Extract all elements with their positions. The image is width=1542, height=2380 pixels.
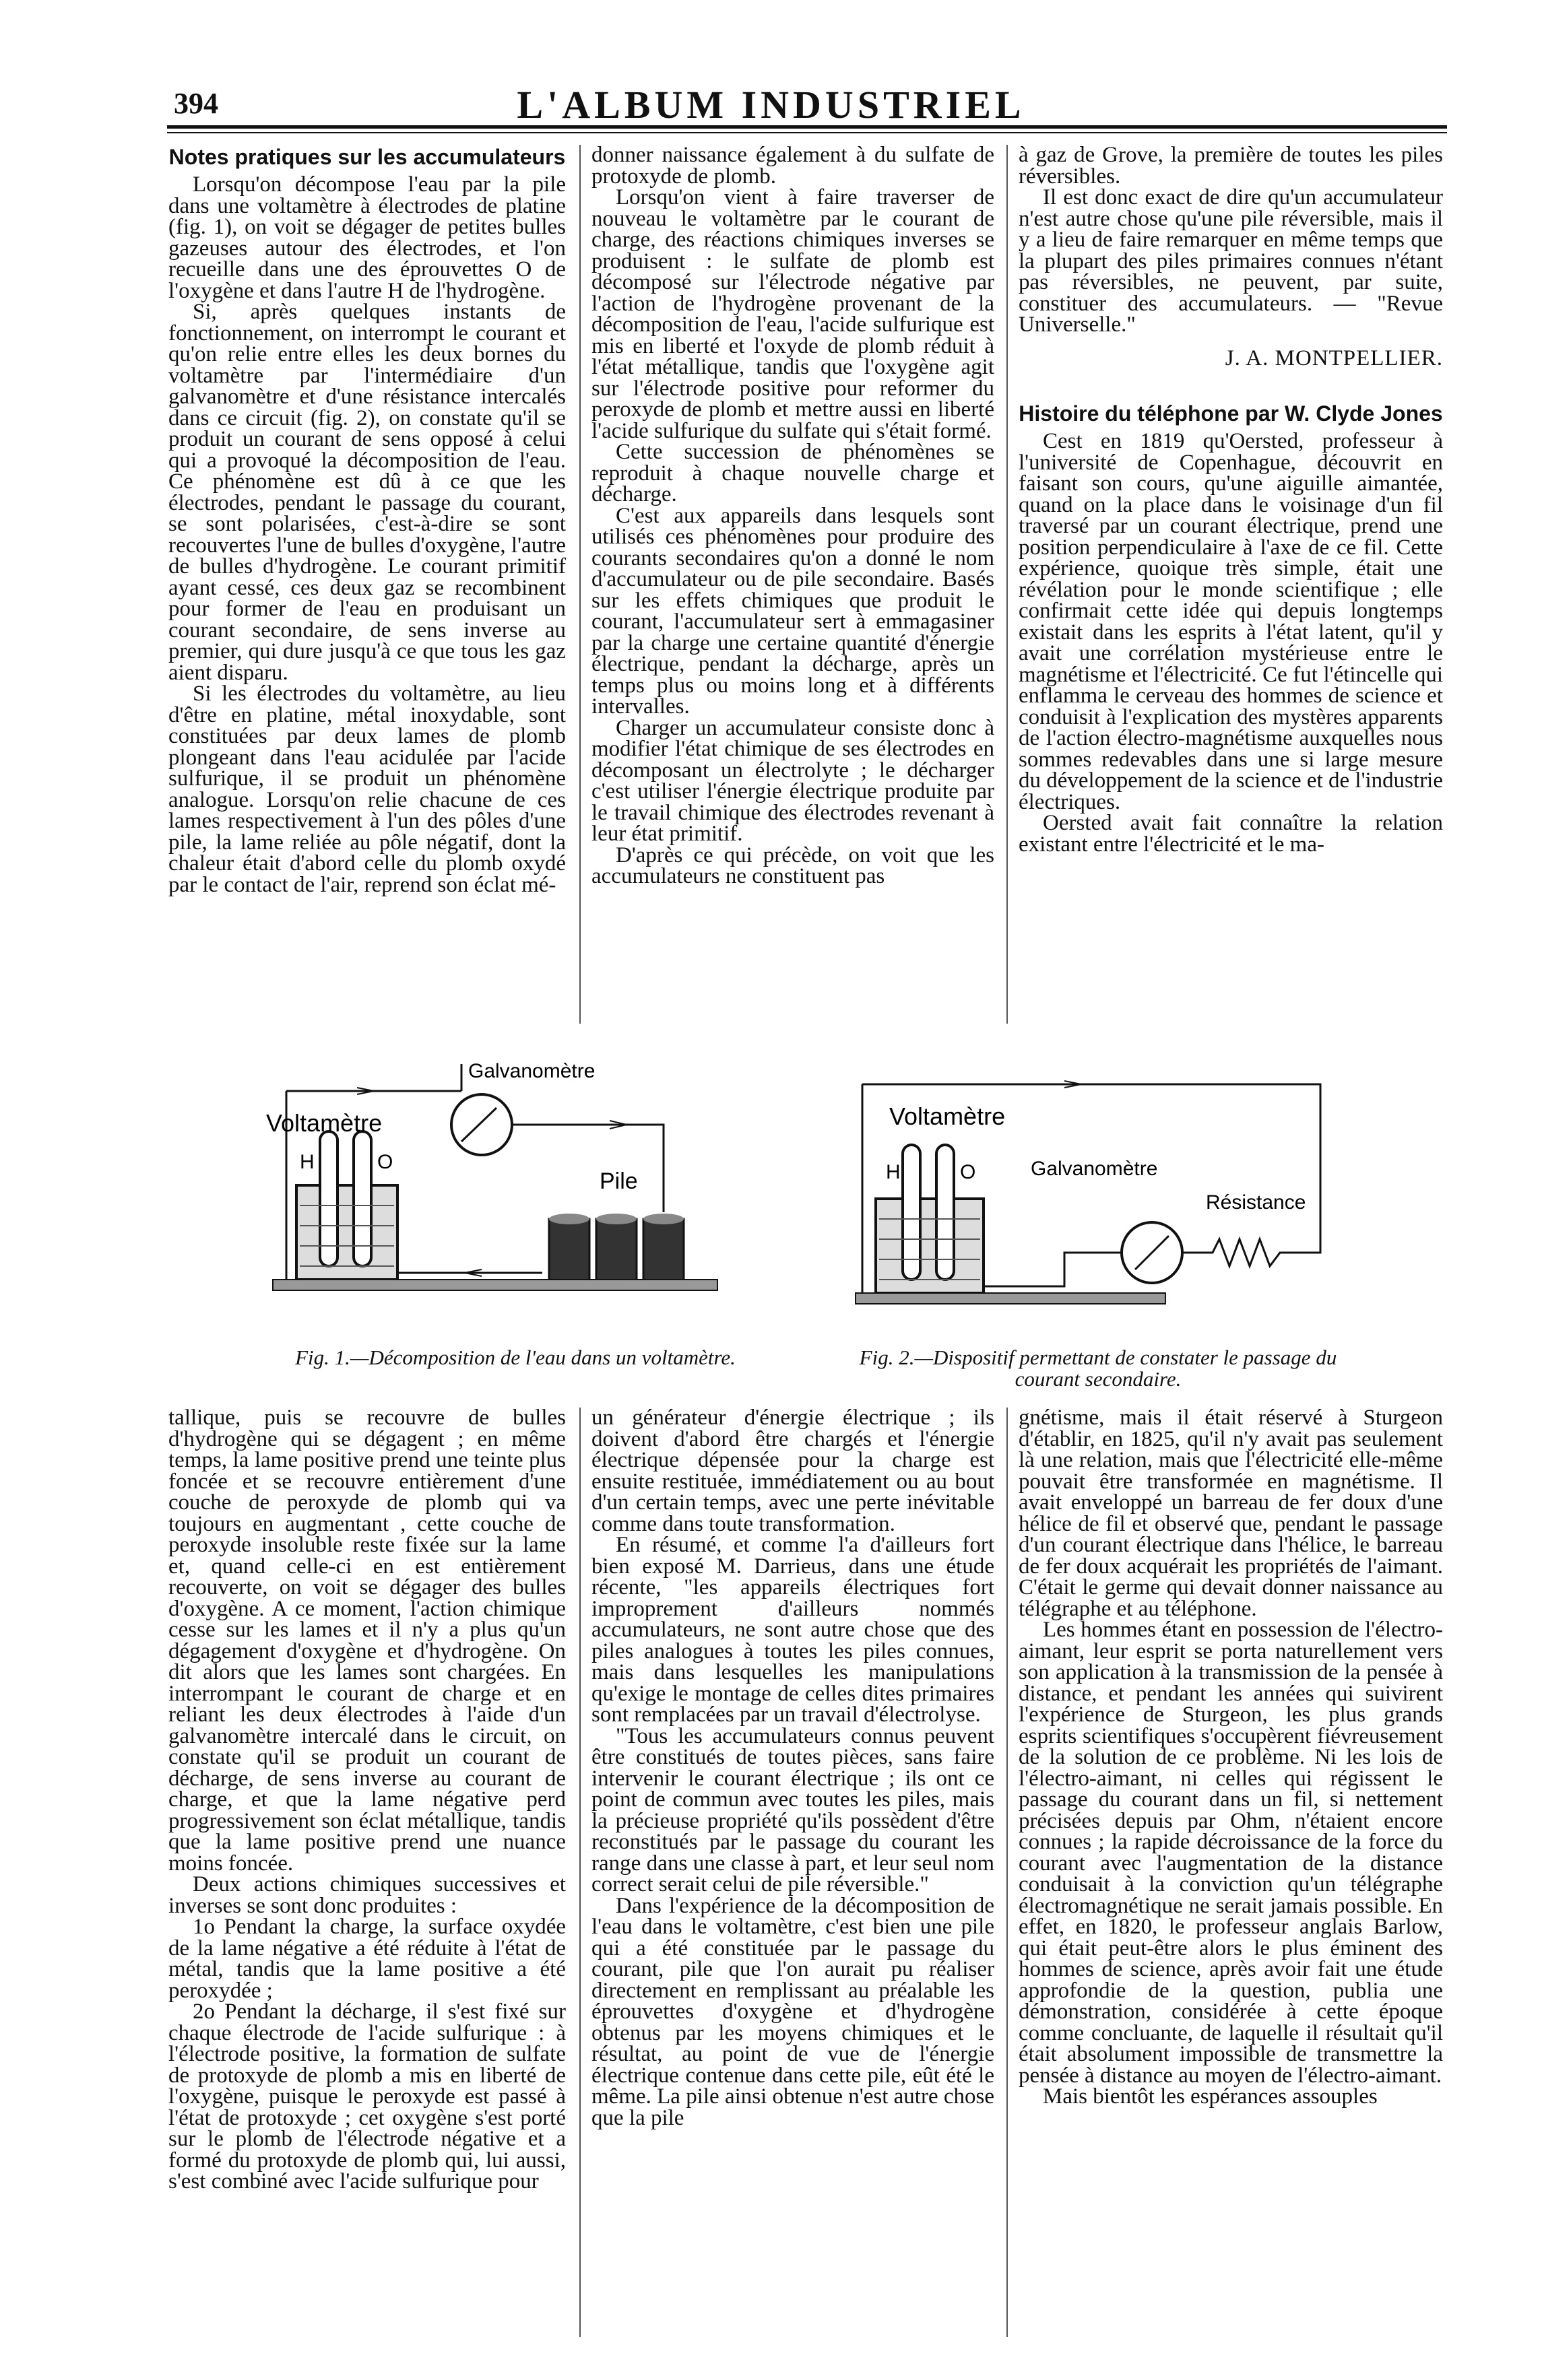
column-1-bottom [168, 1408, 566, 2193]
figure-1-diagram [259, 1051, 771, 1340]
column-divider [579, 145, 581, 1024]
column-divider [579, 1408, 581, 2337]
header-rule [167, 125, 1447, 129]
column-divider [1006, 145, 1008, 1024]
header-rule-thin [167, 132, 1447, 133]
column-2-top [591, 145, 994, 888]
running-header: L'ALBUM INDUSTRIEL [517, 83, 1025, 127]
paragraph: Mais bientôt les espérances assouples [1043, 2084, 1378, 2109]
column-divider [1006, 1408, 1008, 2337]
paragraph: donner naissance également à du sulfate de protoxyde de plomb. [591, 143, 994, 189]
paragraph: Cette succession de phénomènes se reproduit à chaque nouvelle charge et décharge. [591, 440, 994, 506]
paragraph: C'est aux appareils dans lesquels sont utilisés ces phénomènes pour produire des courants secondaires qu'on a donné le nom d'accumulateur ou de pile secondaire. Basés sur les effets chimiques que produit le courant, l'accumulateur sert à emmagasiner par la charge une certaine quantité d'énergie électrique, pendant la décharge, après un temps plus ou moins long et à différents intervalles. [591, 503, 994, 719]
fig2-label-h: H [886, 1161, 901, 1183]
fig2-label-voltametre: Voltamètre [889, 1102, 1006, 1130]
fig1-label-o: O [377, 1151, 393, 1173]
figure-2-caption: Fig. 2.—Dispositif permettant de constater le passage du courant secondaire. [859, 1346, 1337, 1391]
paragraph: Il est donc exact de dire qu'un accumulateur n'est autre chose qu'une pile réversible, mais il y a lieu de faire remarquer en même temps que la plupart des piles primaires connues n'étant pas réversibles, ne peuvent, par suite, constituer des accumulateurs. — "Revue Universelle." [1019, 185, 1443, 337]
paragraph: à gaz de Grove, la première de toutes les piles réversibles. [1019, 143, 1443, 189]
paragraph: Dans l'expérience de la décomposition de l'eau dans le voltamètre, c'est bien une pile qui a été constituée par le passage du courant, pile que l'on aurait pu réaliser directement en remplissant au préalable les éprouvettes d'oxygène et d'hydrogène obtenus par les moyens chimiques et le résultat, au point de vue de l'énergie électrique contenue dans cette pile, eût été le même. La pile ainsi obtenue n'est autre chose que la pile [591, 1893, 994, 2130]
figure-2-diagram [849, 1071, 1347, 1340]
paragraph: 2o Pendant la décharge, il s'est fixé sur chaque électrode de l'acide sulfurique : à l'électrode positive, la formation de sulfate de protoxyde de plomb a mis en liberté de l'oxygène, puisque le peroxyde est passé à l'état de protoxyde ; cet oxygène s'est porté sur le plomb de l'électrode négative et a formé du protoxyde de plomb qui, lui aussi, s'est combiné avec l'acide sulfurique pour [168, 1999, 566, 2193]
paragraph: un générateur d'énergie électrique ; ils doivent d'abord être chargés et l'énergie électrique dépensée pour la charge est ensuite restituée, immédiatement ou au bout d'un certain temps, avec une perte inévitable comme dans toute transformation. [591, 1406, 994, 1536]
author-signature: J. A. MONTPELLIER. [1225, 345, 1443, 370]
paragraph: Si les électrodes du voltamètre, au lieu d'être en platine, métal inoxydable, sont constituées par deux lames de plomb plongeant dans l'eau acidulée par l'acide sulfurique, il se produit un phénomène analogue. Lorsqu'on relie chacune de ces lames respectivement à l'un des pôles d'une pile, la lame reliée au pôle négatif, dont la chaleur était d'abord celle du plomb oxydé par le contact de l'air, reprend son éclat mé- [168, 682, 566, 897]
article-title: Notes pratiques sur les accumulateurs [168, 145, 566, 169]
paragraph: Cest en 1819 qu'Oersted, professeur à l'université de Copenhague, découvrit en faisant son cours, qu'une aiguille aimantée, quand on la place dans le voisinage d'un fil traversé par un courant électrique, prend une position perpendiculaire à l'axe de ce fil. Cette expérience, quoique très simple, était une révélation pour le monde scientifique ; elle confirmait cette idée qui depuis longtemps existait dans les esprits à l'état latent, qu'il y avait une corrélation mystérieuse entre le magnétisme et l'électricité. Ce fut l'étincelle qui enflamma le cerveau des hommes de science et conduisit à l'explication des mystères apparents de l'action électro-magnétisme auxquelles nous sommes redevables dans une si large mesure du développement de la science et de l'industrie électriques. [1019, 429, 1443, 814]
fig1-label-pile: Pile [600, 1168, 638, 1194]
paragraph: 1o Pendant la charge, la surface oxydée de la lame négative a été réduite à l'état de métal, tandis que la lame positive a été peroxydée ; [168, 1915, 566, 2003]
fig2-label-galvanometre: Galvanomètre [1031, 1158, 1158, 1180]
fig1-label-voltametre: Voltamètre [266, 1109, 383, 1137]
paragraph: Oersted avait fait connaître la relation existant entre l'électricité et le ma- [1019, 811, 1443, 857]
paragraph: Si, après quelques instants de fonctionnement, on interrompt le courant et qu'on relie entre elles les deux bornes du voltamètre par l'intermédiaire d'un galvanomètre et d'une résistance intercalés dans ce circuit (fig. 2), on constate qu'il se produit un courant de sens opposé à celui qui a provoqué la décomposition de l'eau. Ce phénomène est dû à ce que les électrodes, pendant le passage du courant, se sont polarisées, c'est-à-dire se sont recouvertes l'une de bulles d'oxygène, l'autre de bulles d'hydrogène. Le courant primitif ayant cessé, ces deux gaz se recombinent pour former de l'eau en produisant un courant secondaire, de sens inverse au premier, qui dure jusqu'à ce que tous les gaz aient disparu. [168, 300, 566, 685]
column-3-top [1019, 145, 1443, 855]
paragraph: Deux actions chimiques successives et inverses se sont donc produites : [168, 1872, 566, 1918]
fig2-label-o: O [960, 1161, 976, 1183]
paragraph: En résumé, et comme l'a d'ailleurs fort bien exposé M. Darrieus, dans une étude récente, "les appareils électriques fort improprement d'ailleurs nommés accumulateurs, ne sont autre chose que des piles analogues à toutes les piles connues, mais dans lesquelles les manipulations qu'exige le montage de celles dites primaires sont remplacées par un travail d'électrolyse. [591, 1533, 994, 1727]
fig1-label-galvanometre: Galvanomètre [468, 1060, 596, 1082]
column-3-bottom [1019, 1408, 1443, 2108]
article-title: Histoire du téléphone par W. Clyde Jones [1019, 401, 1443, 426]
paragraph: Les hommes étant en possession de l'électro-aimant, leur esprit se porta naturellement vers son application à la transmission de la pensée à distance, et pendant les années qui suivirent l'expérience de Sturgeon, les plus grands esprits scientifiques s'occupèrent fiévreusement de la solution de ce problème. Ni les lois de l'électro-aimant, ni celles qui régissent le passage du courant dans un fil, si nettement précisées depuis par Ohm, n'étaient encore connues ; la rapide décroissance de la force du courant avec l'augmentation de la distance conduisait à la conviction qu'un télégraphe électromagnétique ne serait jamais possible. En effet, en 1820, le professeur anglais Barlow, qui était peut-être alors le plus éminent des hommes de science, après avoir fait une étude approfondie de la question, publia une démonstration, considérée à cette époque comme concluante, de laquelle il résultait qu'il était absolument impossible de transmettre la pensée à distance au moyen de l'électro-aimant. [1019, 1618, 1443, 2088]
paragraph: "Tous les accumulateurs connus peuvent être constitués de toutes pièces, sans faire intervenir le courant électrique ; ils ont ce point de commun avec toutes les piles, mais la précieuse propriété qu'ils possèdent d'être reconstitués par le passage du courant les range dans une classe à part, et leur seul nom correct serait celui de pile réversible." [591, 1723, 994, 1896]
fig2-label-resistance: Résistance [1206, 1191, 1306, 1214]
paragraph: Lorsqu'on décompose l'eau par la pile dans une voltamètre à électrodes de platine (fig. 1), on voit se dégager de petites bulles gazeuses autour des électrodes, et l'on recueille dans une des éprouvettes O de l'oxygène et dans l'autre H de l'hydrogène. [168, 172, 566, 303]
figure-1-caption: Fig. 1.—Décomposition de l'eau dans un voltamètre. [295, 1346, 736, 1369]
column-2-bottom [591, 1408, 994, 2129]
column-1-top [168, 145, 566, 896]
paragraph: Charger un accumulateur consiste donc à modifier l'état chimique de ses électrodes en décomposant un électrolyte ; le décharger c'est utiliser l'énergie électrique produite par le travail chimique des électrodes revenant à leur état primitif. [591, 715, 994, 846]
fig1-label-h: H [300, 1151, 315, 1173]
page-number: 394 [174, 87, 218, 120]
paragraph: tallique, puis se recouvre de bulles d'hydrogène qui se dégagent ; en même temps, la lame positive prend une teinte plus foncée et se recouvre entièrement d'une couche de peroxyde de plomb qui va toujours en augmentant , cette couche de peroxyde insoluble reste fixée sur la lame et, quand celle-ci en est entièrement recouverte, on voit se dégager des bulles d'oxygène. A ce moment, l'action chimique cesse sur les lames et il n'y a plus qu'un dégagement d'oxygène et d'hydrogène. On dit alors que les lames sont chargées. En interrompant le courant de charge et en reliant les deux électrodes à l'aide d'un galvanomètre intercalé dans le circuit, on constate qu'il se produit un courant de décharge, de sens inverse au courant de charge, et que la lame négative perd progressivement son éclat métallique, tandis que la lame positive prend une nuance moins foncée. [168, 1406, 566, 1876]
paragraph: Lorsqu'on vient à faire traverser de nouveau le voltamètre par le courant de charge, des réactions chimiques inverses se produisent : le sulfate de plomb est décomposé sur l'électrode négative par l'action de l'hydrogène provenant de la décomposition de l'eau, l'acide sulfurique est mis en liberté et l'oxyde de plomb réduit à l'état métallique, tandis que l'oxygène agit sur l'électrode positive pour reformer du peroxyde de plomb et mettre aussi en liberté l'acide sulfurique du sulfate qui s'était formé. [591, 185, 994, 443]
paragraph: D'après ce qui précède, on voit que les accumulateurs ne constituent pas [591, 842, 994, 888]
paragraph: gnétisme, mais il était réservé à Sturgeon d'établir, en 1825, qu'il n'y avait pas seulement là une relation, mais que l'électricité elle-même pouvait être transformée en magnétisme. Il avait enveloppé un barreau de fer doux d'une hélice de fil et observé que, pendant le passage d'un courant électrique dans l'hélice, le barreau de fer doux acquérait les propriétés de l'aimant. C'était le germe qui devait donner naissance au télégraphe et au téléphone. [1019, 1406, 1443, 1621]
